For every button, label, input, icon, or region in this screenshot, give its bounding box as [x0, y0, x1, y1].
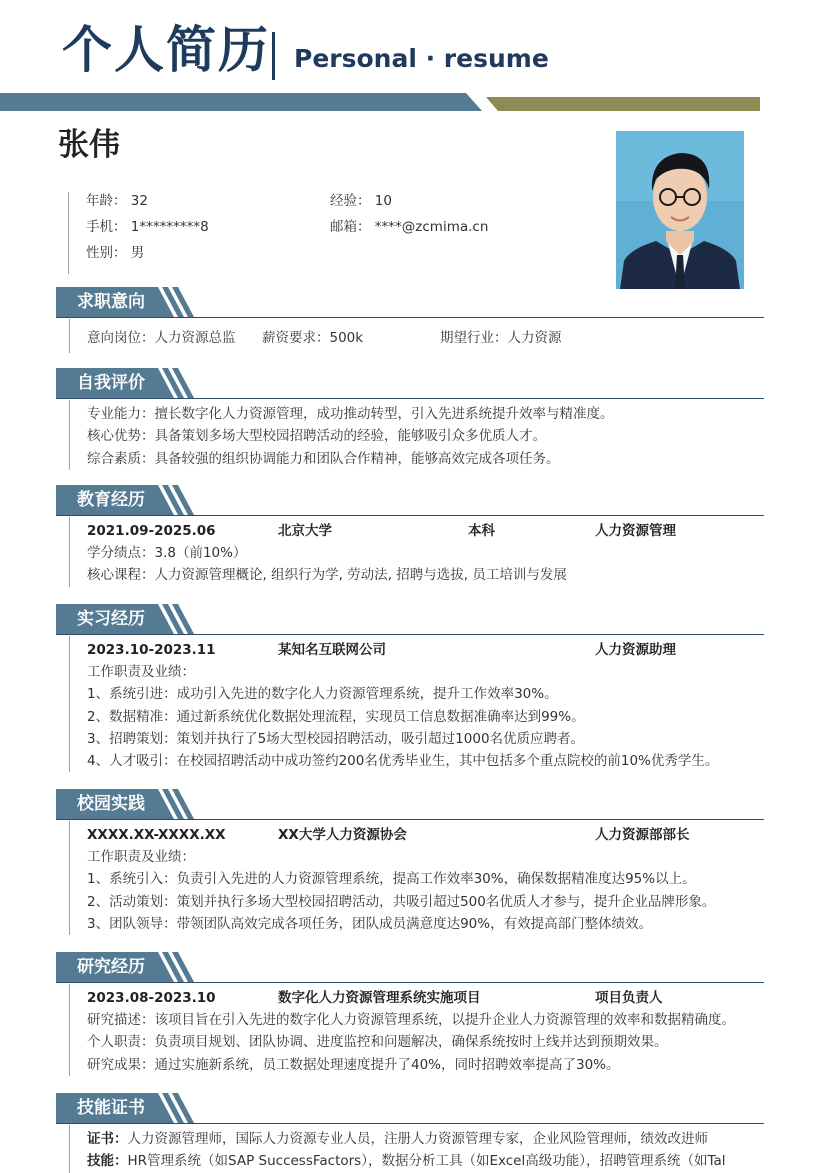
education-school: 北京大学 — [278, 523, 332, 539]
profile-photo — [616, 131, 744, 289]
section-header — [56, 952, 764, 984]
section-internship — [56, 604, 764, 772]
internship-company: 某知名互联网公司 — [278, 642, 386, 658]
list-item: 工作职责及业绩： — [87, 664, 195, 680]
intent-industry: 期望行业：人力资源 — [440, 330, 562, 346]
age-label: 年龄： — [86, 193, 127, 209]
section-title: 自我评价 — [77, 373, 145, 393]
campus-org: XX大学人力资源协会 — [278, 827, 407, 843]
list-item: 研究成果：通过实施新系统，员工数据处理速度提升了40%，同时招聘效率提高了30%。 — [87, 1056, 620, 1073]
age-value: 32 — [130, 193, 148, 209]
list-item: 个人职责：负责项目规划、团队协调、进度监控和问题解决，确保系统按时上线并达到预期效果。 — [87, 1034, 668, 1051]
education-header-row — [87, 520, 764, 542]
intent-salary: 薪资要求：500k — [262, 330, 364, 346]
campus-header-row — [87, 824, 764, 846]
list-item: 工作职责及业绩： — [87, 849, 195, 865]
resume-subtitle: Personal · resume — [294, 44, 549, 73]
gender-value: 男 — [130, 245, 145, 261]
section-skills — [56, 1093, 764, 1173]
section-header — [56, 287, 764, 319]
section-rule — [56, 819, 764, 820]
list-item: 4、人才吸引：在校园招聘活动中成功签约200名优秀毕业生，其中包括多个重点院校的前10%优秀学生。 — [87, 753, 719, 770]
list-item: 2、活动策划：策划并执行多场大型校园招聘活动，共吸引超过500名优质人才参与，提升企业品牌形象。 — [87, 893, 716, 910]
cert-value: 人力资源管理师，国际人力资源专业人员，注册人力资源管理专家，企业风险管理师，绩效改进师 — [127, 1131, 708, 1147]
internship-role: 人力资源助理 — [595, 642, 676, 658]
education-major: 人力资源管理 — [595, 523, 676, 539]
section-body — [69, 984, 764, 1076]
email-label: 邮箱： — [330, 219, 371, 235]
section-header — [56, 789, 764, 821]
skill-label: 技能： — [87, 1153, 128, 1170]
list-item: 研究描述：该项目旨在引入先进的数字化人力资源管理系统，以提升企业人力资源管理的效率和数据精确度。 — [87, 1012, 735, 1028]
header-band — [0, 93, 760, 111]
gender-label: 性别： — [86, 245, 127, 261]
title-divider — [272, 32, 275, 80]
section-intent — [56, 287, 764, 353]
skill-row — [87, 1150, 764, 1172]
section-research — [56, 952, 764, 1076]
list-item: 学分绩点：3.8（前10%） — [87, 545, 247, 561]
section-body — [69, 400, 764, 470]
candidate-name: 张伟 — [58, 127, 120, 163]
section-rule — [56, 1123, 764, 1124]
phone-value: 1*********8 — [130, 219, 209, 235]
intent-row — [87, 327, 764, 349]
internship-header-row — [87, 639, 764, 661]
list-item: 核心课程：人力资源管理概论, 组织行为学, 劳动法, 招聘与选拔, 员工培训与发展 — [87, 567, 567, 584]
intent-position: 意向岗位：人力资源总监 — [87, 330, 236, 346]
experience-label: 经验： — [330, 193, 371, 209]
section-title: 实习经历 — [77, 609, 145, 629]
skill-value: HR管理系统（如SAP SuccessFactors），数据分析工具（如Excel高级功能），招聘管理系统（如Tal — [127, 1153, 726, 1170]
section-rule — [56, 398, 764, 399]
resume-title: 个人简历 — [62, 21, 270, 79]
list-item: 1、系统引进：成功引入先进的数字化人力资源管理系统，提升工作效率30%。 — [87, 686, 558, 703]
experience-value: 10 — [374, 193, 392, 209]
list-item: 3、招聘策划：策划并执行了5场大型校园招聘活动，吸引超过1000名优质应聘者。 — [87, 730, 585, 747]
research-header-row — [87, 987, 764, 1009]
age-row — [86, 191, 148, 211]
section-body — [69, 636, 764, 772]
email-value: ****@zcmima.cn — [374, 219, 489, 235]
section-title: 教育经历 — [77, 490, 145, 510]
section-campus-practice — [56, 789, 764, 935]
experience-row — [330, 191, 392, 211]
section-rule — [56, 634, 764, 635]
list-item: 3、团队领导：带领团队高效完成各项任务，团队成员满意度达90%，有效提高部门整体绩效。 — [87, 915, 653, 932]
section-header — [56, 368, 764, 400]
internship-period: 2023.10-2023.11 — [87, 642, 216, 658]
list-item: 2、数据精准：通过新系统优化数据处理流程，实现员工信息数据准确率达到99%。 — [87, 708, 585, 725]
section-body — [69, 821, 764, 935]
list-item: 核心优势：具备策划多场大型校园招聘活动的经验，能够吸引众多优质人才。 — [87, 428, 546, 445]
section-body — [69, 319, 764, 353]
section-body — [69, 517, 764, 587]
education-degree: 本科 — [468, 523, 495, 539]
section-title: 研究经历 — [77, 957, 145, 977]
info-divider — [68, 192, 69, 274]
section-header — [56, 604, 764, 636]
cert-label: 证书： — [87, 1131, 128, 1147]
section-header — [56, 485, 764, 517]
education-period: 2021.09-2025.06 — [87, 523, 216, 539]
email-row — [330, 217, 488, 237]
phone-label: 手机： — [86, 219, 127, 235]
section-rule — [56, 982, 764, 983]
section-rule — [56, 515, 764, 516]
research-role: 项目负责人 — [595, 990, 663, 1006]
list-item: 1、系统引入：负责引入先进的人力资源管理系统，提高工作效率30%，确保数据精准度达95%以上。 — [87, 871, 696, 888]
research-project: 数字化人力资源管理系统实施项目 — [278, 990, 481, 1006]
list-item: 综合素质：具备较强的组织协调能力和团队合作精神，能够高效完成各项任务。 — [87, 450, 560, 467]
campus-period: XXXX.XX-XXXX.XX — [87, 827, 226, 843]
research-period: 2023.08-2023.10 — [87, 990, 216, 1006]
phone-row — [86, 217, 209, 237]
section-body — [69, 1125, 764, 1173]
list-item: 专业能力：擅长数字化人力资源管理，成功推动转型，引入先进系统提升效率与精准度。 — [87, 406, 614, 422]
campus-role: 人力资源部部长 — [595, 827, 690, 843]
section-title: 求职意向 — [77, 292, 145, 312]
section-education — [56, 485, 764, 587]
section-rule — [56, 317, 764, 318]
section-title: 校园实践 — [77, 794, 145, 814]
section-title: 技能证书 — [77, 1098, 145, 1118]
section-header — [56, 1093, 764, 1125]
section-self-evaluation — [56, 368, 764, 470]
cert-row — [87, 1128, 764, 1150]
gender-row — [86, 243, 144, 263]
